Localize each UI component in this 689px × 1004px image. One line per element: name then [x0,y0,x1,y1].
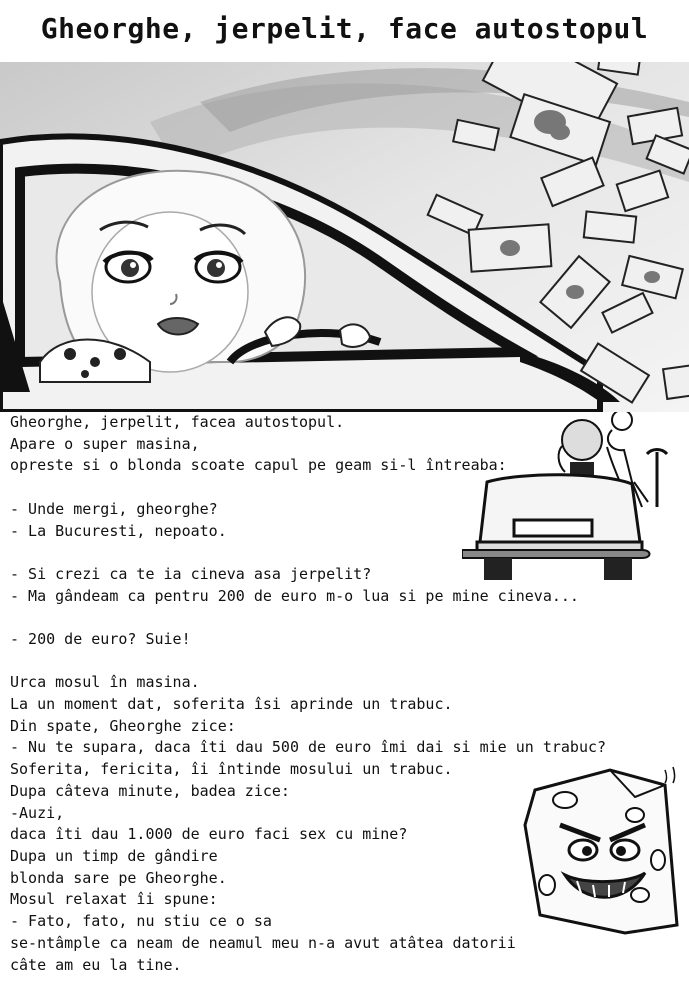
story-line: Mosul relaxat îi spune: [10,890,218,909]
story-line: La un moment dat, soferita îsi aprinde un trabuc. [10,695,453,714]
story-line: - Si crezi ca te ia cineva asa jerpelit? [10,564,372,583]
page-title: Gheorghe, jerpelit, face autostopul [40,12,649,45]
story-line: - Nu te supara, daca îti dau 500 de euro îmi dai si mie un trabuc? [10,738,607,757]
story-line: - Ma gândeam ca pentru 200 de euro m-o lua si pe mine cineva... [10,586,579,605]
story-line: daca îti dau 1.000 de euro faci sex cu mine? [10,825,408,844]
story-line: Urca mosul în masina. [10,673,200,692]
story-line: - Unde mergi, gheorghe? [10,499,218,518]
hero-illustration [0,62,689,412]
story-text [10,412,680,976]
story-line [10,477,680,499]
story-line: - La Bucuresti, nepoato. [10,521,227,540]
story-line [10,651,680,673]
story-line [10,607,680,629]
story-line: -Auzi, [10,803,65,822]
story-line: se-ntâmple ca neam de neamul meu n-a avut atâtea datorii [10,933,516,952]
story-line: blonda sare pe Gheorghe. [10,868,227,887]
story-line: opreste si o blonda scoate capul pe geam si-l întreaba: [10,456,507,475]
story-line [10,542,680,564]
story-line: Gheorghe, jerpelit, facea autostopul. [10,413,345,431]
story-line: Din spate, Gheorghe zice: [10,716,236,735]
story-line: Apare o super masina, [10,434,200,453]
story-line: Dupa un timp de gândire [10,847,218,865]
story-line: Soferita, fericita, îi întinde mosului un trabuc. [10,760,453,779]
story-line: câte am eu la tine. [10,955,182,974]
story-line: - 200 de euro? Suie! [10,629,191,648]
story-line: Dupa câteva minute, badea zice: [10,781,290,800]
story-line: - Fato, fato, nu stiu ce o sa [10,912,272,931]
